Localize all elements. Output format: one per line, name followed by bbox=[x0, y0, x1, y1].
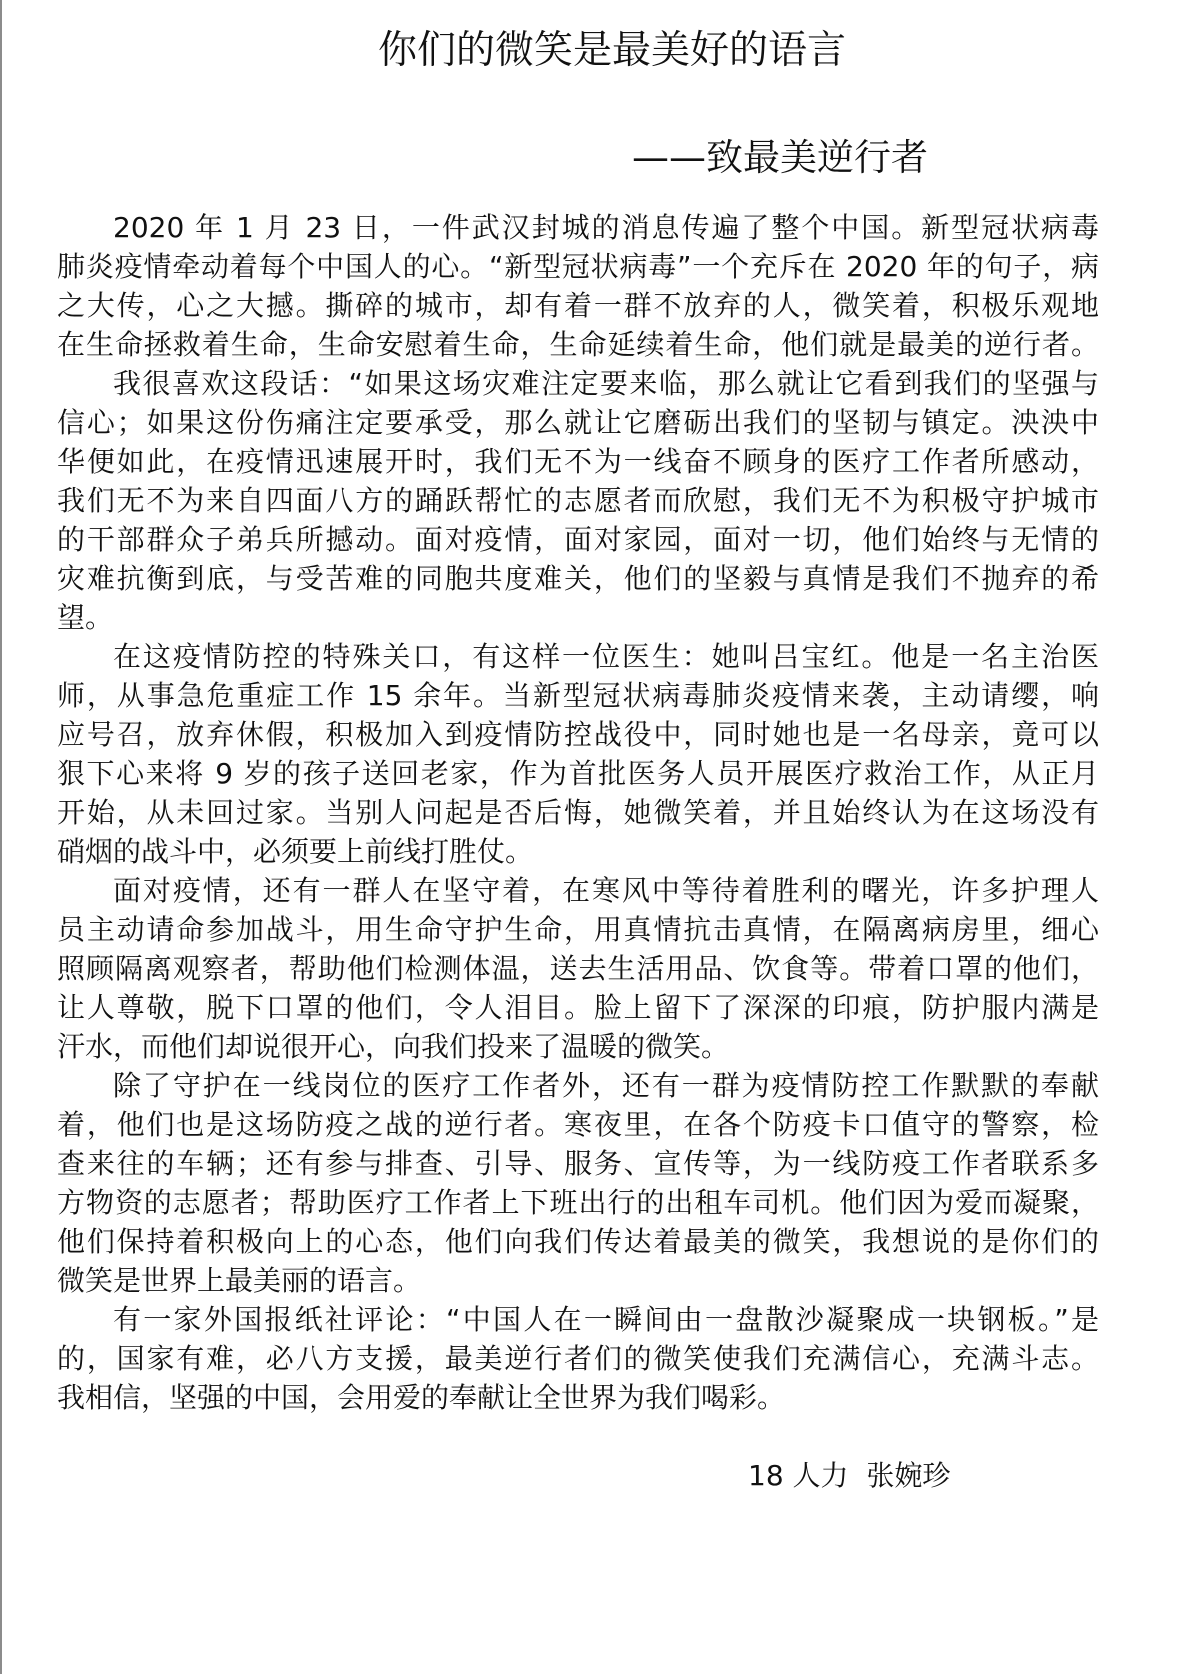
paragraph-4 bbox=[57, 871, 1099, 1066]
body-line: 汗水，而他们却说很开心，向我们投来了温暖的微笑。 bbox=[57, 1030, 730, 1063]
body-line: 我们无不为来自四面八方的踊跃帮忙的志愿者而欣慰，我们无不为积极守护城市 bbox=[57, 484, 1099, 517]
body-line: 灾难抗衡到底，与受苦难的同胞共度难关，他们的坚毅与真情是我们不抛弃的希 bbox=[57, 562, 1099, 595]
body-line: 应号召，放弃休假，积极加入到疫情防控战役中，同时她也是一名母亲，竟可以 bbox=[57, 718, 1099, 751]
body-line: 照顾隔离观察者，帮助他们检测体温，送去生活用品、饮食等。带着口罩的他们， bbox=[57, 952, 1099, 985]
essay-body bbox=[57, 208, 1099, 1417]
body-line: 我相信，坚强的中国，会用爱的奉献让全世界为我们喝彩。 bbox=[57, 1381, 786, 1414]
body-line: 狠下心来将 9 岁的孩子送回老家，作为首批医务人员开展医疗救治工作，从正月 bbox=[57, 757, 1099, 790]
body-line: 肺炎疫情牵动着每个中国人的心。“新型冠状病毒”一个充斥在 2020 年的句子，病 bbox=[57, 250, 1099, 283]
paragraph-5 bbox=[57, 1066, 1099, 1300]
body-line: 有一家外国报纸社评论：“中国人在一瞬间由一盘散沙凝聚成一块钢板。”是 bbox=[113, 1303, 1099, 1336]
body-line: 华便如此，在疫情迅速展开时，我们无不为一线奋不顾身的医疗工作者所感动， bbox=[57, 445, 1099, 478]
body-line: 着，他们也是这场防疫之战的逆行者。寒夜里，在各个防疫卡口值守的警察，检 bbox=[57, 1108, 1099, 1141]
body-line: 他们保持着积极向上的心态，他们向我们传达着最美的微笑，我想说的是你们的 bbox=[57, 1225, 1099, 1258]
body-line: 硝烟的战斗中，必须要上前线打胜仗。 bbox=[57, 835, 534, 868]
body-line: 让人尊敬，脱下口罩的他们，令人泪目。脸上留下了深深的印痕，防护服内满是 bbox=[57, 991, 1099, 1024]
body-line: 面对疫情，还有一群人在坚守着，在寒风中等待着胜利的曙光，许多护理人 bbox=[113, 874, 1099, 907]
body-line: 我很喜欢这段话：“如果这场灾难注定要来临，那么就让它看到我们的坚强与 bbox=[113, 367, 1099, 400]
author-signature: 18 人力 张婉珍 bbox=[748, 1459, 951, 1492]
body-line: 师，从事急危重症工作 15 余年。当新型冠状病毒肺炎疫情来袭，主动请缨，响 bbox=[57, 679, 1099, 712]
body-line: 2020 年 1 月 23 日，一件武汉封城的消息传遍了整个中国。新型冠状病毒 bbox=[113, 211, 1099, 244]
body-line: 查来往的车辆；还有参与排查、引导、服务、宣传等，为一线防疫工作者联系多 bbox=[57, 1147, 1099, 1180]
body-line: 除了守护在一线岗位的医疗工作者外，还有一群为疫情防控工作默默的奉献 bbox=[113, 1069, 1099, 1102]
body-line: 之大传，心之大撼。撕碎的城市，却有着一群不放弃的人，微笑着，积极乐观地 bbox=[57, 289, 1099, 322]
paragraph-2 bbox=[57, 364, 1099, 637]
body-line: 在生命拯救着生命，生命安慰着生命，生命延续着生命，他们就是最美的逆行者。 bbox=[57, 328, 1099, 361]
body-line: 的干部群众子弟兵所撼动。面对疫情，面对家园，面对一切，他们始终与无情的 bbox=[57, 523, 1099, 556]
body-line: 微笑是世界上最美丽的语言。 bbox=[57, 1264, 422, 1297]
body-line: 方物资的志愿者；帮助医疗工作者上下班出行的出租车司机。他们因为爱而凝聚， bbox=[57, 1186, 1099, 1219]
paragraph-1 bbox=[57, 208, 1099, 364]
essay-subtitle: ——致最美逆行者 bbox=[632, 136, 928, 179]
body-line: 望。 bbox=[57, 601, 114, 634]
body-line: 的，国家有难，必八方支援，最美逆行者们的微笑使我们充满信心，充满斗志。 bbox=[57, 1342, 1099, 1375]
essay-title: 你们的微笑是最美好的语言 bbox=[377, 28, 846, 73]
body-line: 员主动请命参加战斗，用生命守护生命，用真情抗击真情，在隔离病房里，细心 bbox=[57, 913, 1099, 946]
paragraph-6 bbox=[57, 1300, 1099, 1417]
body-line: 在这疫情防控的特殊关口，有这样一位医生：她叫吕宝红。他是一名主治医 bbox=[113, 640, 1099, 673]
paragraph-3 bbox=[57, 637, 1099, 871]
body-line: 开始，从未回过家。当别人问起是否后悔，她微笑着，并且始终认为在这场没有 bbox=[57, 796, 1099, 829]
body-line: 信心；如果这份伤痛注定要承受，那么就让它磨砺出我们的坚韧与镇定。泱泱中 bbox=[57, 406, 1099, 439]
